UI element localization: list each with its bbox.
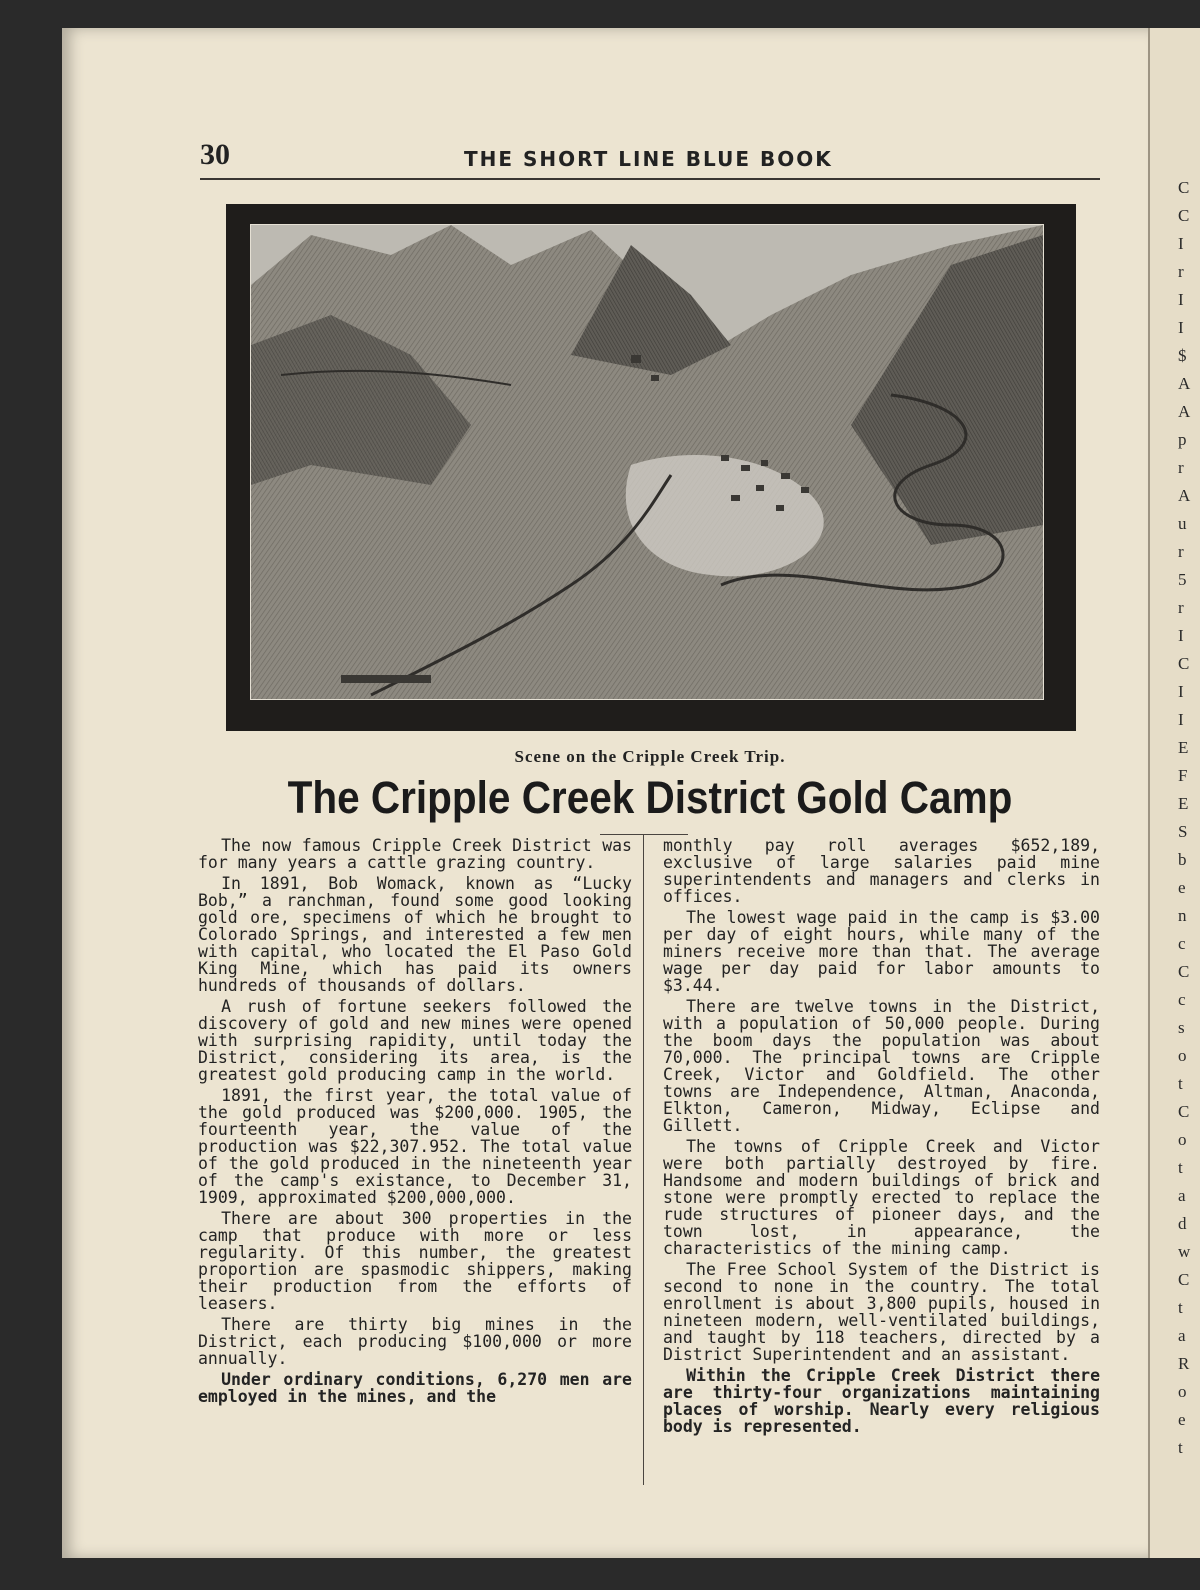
adjacent-page-fragment: I xyxy=(1178,234,1184,253)
adjacent-page-fragment: c xyxy=(1178,990,1186,1009)
illustration-caption: Scene on the Cripple Creek Trip. xyxy=(514,747,786,766)
adjacent-page-fragment: r xyxy=(1178,458,1184,477)
adjacent-page-fragment: e xyxy=(1178,878,1186,897)
adjacent-page-fragment: A xyxy=(1178,374,1191,393)
adjacent-page-fragment: b xyxy=(1178,850,1187,869)
paragraph: monthly pay roll averages $652,189, exclusive of large salaries paid mine superintendents and managers and clerks in offices. xyxy=(663,836,1100,906)
adjacent-page-fragment: t xyxy=(1178,1158,1183,1177)
adjacent-page-fragment: r xyxy=(1178,542,1184,561)
paragraph: Under ordinary conditions, 6,270 men are employed in the mines, and the xyxy=(198,1370,632,1406)
adjacent-page-fragment: r xyxy=(1178,598,1184,617)
adjacent-page-fragment: I xyxy=(1178,626,1184,645)
adjacent-page-fragment: p xyxy=(1178,430,1187,449)
adjacent-page-fragment: E xyxy=(1178,794,1189,813)
paragraph: There are about 300 properties in the camp that produce with more or less regularity. Of this number, the greatest proportion are spasmodic shippers, making their production from the efforts of leasers. xyxy=(198,1209,632,1313)
adjacent-page-fragment: C xyxy=(1178,206,1190,225)
adjacent-page-fragment: I xyxy=(1178,318,1184,337)
adjacent-page-fragment: t xyxy=(1178,1438,1183,1457)
adjacent-page-fragment: A xyxy=(1178,402,1191,421)
adjacent-page-fragment: I xyxy=(1178,290,1184,309)
right-column xyxy=(663,837,1100,1439)
adjacent-page-fragment: a xyxy=(1178,1186,1186,1205)
paragraph: The towns of Cripple Creek and Victor were both partially destroyed by fire. Handsome and modern buildings of brick and stone were promptly erected to replace the rude structures of pioneer days, and the town lost, in appearance, the characteristics of the mining camp. xyxy=(663,1137,1100,1258)
adjacent-page-fragment: d xyxy=(1178,1214,1187,1233)
adjacent-page-fragment: C xyxy=(1178,654,1190,673)
adjacent-page-fragment: a xyxy=(1178,1326,1186,1345)
illustration-frame xyxy=(226,204,1076,731)
adjacent-page-fragment: C xyxy=(1178,962,1190,981)
adjacent-page-fragment: r xyxy=(1178,262,1184,281)
adjacent-page-fragment: c xyxy=(1178,934,1186,953)
article-title: The Cripple Creek District Gold Camp xyxy=(287,772,1013,823)
paragraph: Within the Cripple Creek District there are thirty-four organizations maintaining places of worship. Nearly every religious body is represented. xyxy=(663,1366,1100,1436)
paragraph: The now famous Cripple Creek District was for many years a cattle grazing country. xyxy=(198,836,632,872)
adjacent-page-fragment: 5 xyxy=(1178,570,1187,589)
paragraph: There are twelve towns in the District, with a population of 50,000 people. During the boom days the population was about 70,000. The principal towns are Cripple Creek, Victor and Goldfield. The other towns are Independence, Altman, Anaconda, Elkton, Cameron, Midway, Eclipse and Gillett. xyxy=(663,997,1100,1135)
adjacent-page-fragment: $ xyxy=(1178,346,1187,365)
adjacent-page-fragment: u xyxy=(1178,514,1187,533)
adjacent-page-fragment: w xyxy=(1178,1242,1191,1261)
adjacent-page-fragment: o xyxy=(1178,1046,1187,1065)
adjacent-page-fragment: I xyxy=(1178,710,1184,729)
paragraph: A rush of fortune seekers followed the discovery of gold and new mines were opened with surprising rapidity, until today the District, considering its area, is the greatest gold producing camp in the world. xyxy=(198,997,632,1084)
adjacent-page-fragment: C xyxy=(1178,178,1190,197)
paragraph: In 1891, Bob Womack, known as “Lucky Bob,” a ranchman, found some good looking gold ore, specimens of which he brought to Colorado Springs, and interested a few men with capital, who located the El Paso Gold King Mine, which has paid its owners hundreds of thousands of dollars. xyxy=(198,874,632,995)
running-header xyxy=(200,138,1100,180)
adjacent-page-fragment: e xyxy=(1178,1410,1186,1429)
column-top-rule xyxy=(600,834,688,835)
paragraph: 1891, the first year, the total value of the gold produced was $200,000. 1905, the fourteenth year, the value of the production was $22,307.952. The total value of the gold produced in the nineteenth year of the camp's existance, to December 31, 1909, approximated $200,000,000. xyxy=(198,1086,632,1207)
column-divider xyxy=(643,834,644,1485)
paragraph: The Free School System of the District is second to none in the country. The total enrollment is about 3,800 pupils, housed in nineteen modern, well-ventilated buildings, and taught by 118 teachers, directed by a District Superintendent and an assistant. xyxy=(663,1260,1100,1364)
adjacent-page-fragment: t xyxy=(1178,1074,1183,1093)
paragraph: The lowest wage paid in the camp is $3.00 per day of eight hours, while many of the miners receive more than that. The average wage per day paid for labor amounts to $3.44. xyxy=(663,908,1100,995)
adjacent-page-fragment: E xyxy=(1178,738,1189,757)
adjacent-page-fragment: o xyxy=(1178,1130,1187,1149)
adjacent-page-fragment: t xyxy=(1178,1298,1183,1317)
adjacent-page-fragment: C xyxy=(1178,1102,1190,1121)
adjacent-page-fragment: A xyxy=(1178,486,1191,505)
adjacent-page xyxy=(1148,28,1200,1558)
adjacent-page-fragment: n xyxy=(1178,906,1187,925)
mountain-valley-engraving-icon xyxy=(250,224,1044,700)
running-title: THE SHORT LINE BLUE BOOK xyxy=(464,147,833,171)
adjacent-page-fragment: S xyxy=(1178,822,1188,841)
left-column xyxy=(198,837,632,1409)
adjacent-page-fragment: R xyxy=(1178,1354,1190,1373)
adjacent-page-fragment: o xyxy=(1178,1382,1187,1401)
adjacent-page-fragment: s xyxy=(1178,1018,1185,1037)
paragraph: There are thirty big mines in the District, each producing $100,000 or more annually. xyxy=(198,1315,632,1368)
page-number: 30 xyxy=(200,138,230,171)
adjacent-page-fragment: I xyxy=(1178,682,1184,701)
adjacent-page-fragment: C xyxy=(1178,1270,1190,1289)
adjacent-page-fragment: F xyxy=(1178,766,1188,785)
